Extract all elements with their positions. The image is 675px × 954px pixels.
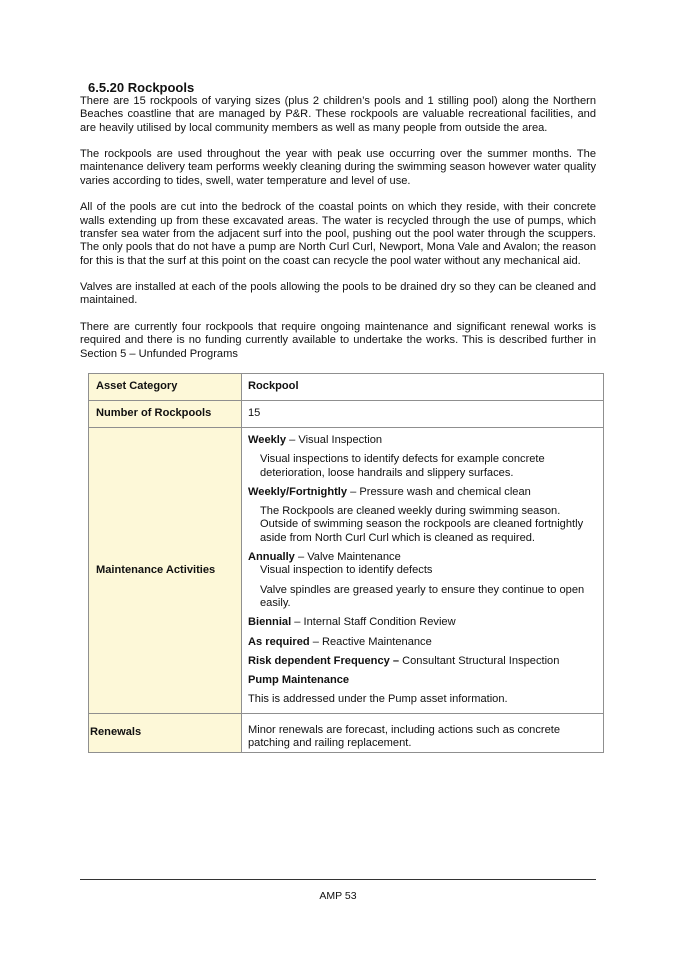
row-value: 15 — [242, 401, 604, 428]
activity-detail: Visual inspections to identify defects for example concrete deterioration, loose handrails and slippery surfaces. — [260, 453, 545, 479]
page-number: AMP 53 — [319, 890, 357, 902]
activity-detail: Valve spindles are greased yearly to ensure they continue to open easily. — [260, 583, 585, 609]
rockpool-asset-table — [88, 373, 604, 753]
separator: – — [347, 485, 360, 498]
activity-weekly — [248, 434, 597, 447]
activity-task: Internal Staff Condition Review — [303, 616, 456, 629]
activity-pump — [248, 674, 597, 687]
paragraph: The rockpools are used throughout the year with peak use occurring over the summer months. The maintenance delivery team performs weekly cleaning during the swimming season however water quality varies according to tides, swell, water temperature and level of use. — [80, 148, 596, 187]
activity-biennial — [248, 616, 597, 629]
activity-task: Reactive Maintenance — [322, 635, 432, 648]
activity-as-required — [248, 636, 597, 649]
row-value: Minor renewals are forecast, including actions such as concrete patching and railing replacement. — [242, 713, 604, 753]
separator: – — [291, 616, 304, 629]
document-page — [80, 80, 596, 374]
activity-frequency: As required — [248, 635, 310, 648]
activity-task: Valve Maintenance — [307, 551, 401, 564]
activity-detail: This is addressed under the Pump asset information. — [248, 693, 508, 706]
activity-frequency: Risk dependent Frequency – — [248, 654, 400, 667]
separator: – — [286, 434, 299, 446]
row-label: Asset Category — [89, 374, 242, 401]
activity-frequency: Weekly/Fortnightly — [248, 485, 348, 498]
row-label: Renewals — [89, 713, 242, 753]
activity-annually — [248, 551, 597, 564]
paragraph: Valves are installed at each of the pools allowing the pools to be drained dry so they can be cleaned and maintained. — [80, 281, 596, 307]
activity-weekly-fortnightly — [248, 486, 597, 499]
table-row — [89, 401, 604, 428]
paragraph: All of the pools are cut into the bedrock of the coastal points on which they reside, with their concrete walls extending up from these excavated areas. The water is recycled through the use of pumps, which transfer sea water from the adjacent surf into the pool, pushing out the pool water through the scuppers. The only pools that do not have a pump are North Curl Curl, Newport, Mona Vale and Avalon; the reason for this is that the surf at this point on the coast can recycle the pool water without any mechanical aid. — [80, 201, 596, 267]
asset-category-value: Rockpool — [248, 380, 299, 393]
activity-detail: Visual inspection to identify defects — [260, 564, 433, 577]
row-value — [242, 374, 604, 401]
table-row — [89, 374, 604, 401]
activity-task: Pressure wash and chemical clean — [359, 485, 531, 498]
footer-divider — [80, 879, 596, 880]
activity-frequency: Annually — [248, 551, 295, 564]
paragraph: There are currently four rockpools that require ongoing maintenance and significant renewal works is required and there is no funding currently available to undertake the works. This is described further in Section 5 – Unfunded Programs — [80, 321, 596, 360]
activity-detail: The Rockpools are cleaned weekly during swimming season. Outside of swimming season the rockpools are cleaned fortnightly aside from North Curl Curl which is cleaned as required. — [260, 505, 584, 544]
separator: – — [294, 551, 308, 564]
activity-frequency: Pump Maintenance — [248, 674, 350, 687]
separator: – — [309, 635, 322, 648]
maintenance-activities-cell — [242, 428, 604, 714]
activity-risk-dependent — [248, 655, 597, 668]
section-heading: 6.5.20 Rockpools — [88, 80, 195, 95]
table-row — [89, 428, 604, 714]
row-label: Number of Rockpools — [89, 401, 242, 428]
row-label: Maintenance Activities — [89, 428, 242, 714]
activity-frequency: Biennial — [248, 616, 292, 629]
activity-task: Visual Inspection — [298, 434, 383, 446]
table-row — [89, 713, 604, 753]
activity-task: Consultant Structural Inspection — [399, 654, 560, 667]
paragraph: There are 15 rockpools of varying sizes (plus 2 children’s pools and 1 stilling pool) along the Northern Beaches coastline that are managed by P&R. These rockpools are valuable recreational facilities, and are heavily utilised by local community members as well as many people from outside the area. — [80, 95, 596, 134]
activity-frequency: Weekly — [248, 434, 287, 446]
